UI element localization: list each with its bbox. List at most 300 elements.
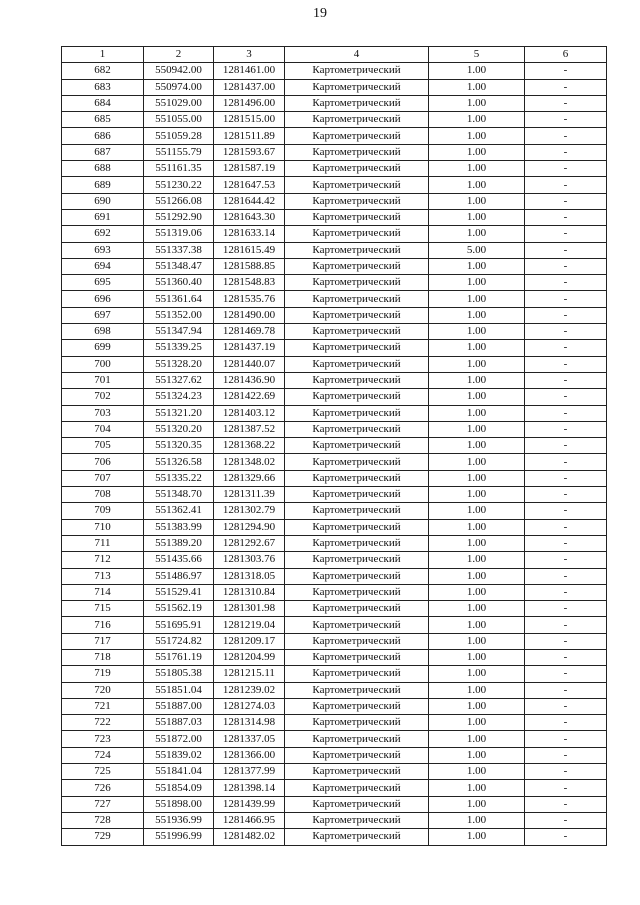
accuracy-cell: 1.00 (429, 340, 525, 356)
accuracy-cell: 1.00 (429, 812, 525, 828)
description-cell: - (525, 568, 607, 584)
column-header: 1 (62, 47, 144, 63)
x-coordinate-cell: 551055.00 (144, 112, 214, 128)
table-row (62, 747, 607, 763)
accuracy-cell: 1.00 (429, 503, 525, 519)
table-row (62, 503, 607, 519)
column-header: 6 (525, 47, 607, 63)
point-number-cell: 722 (62, 715, 144, 731)
description-cell: - (525, 535, 607, 551)
method-cell: Картометрический (285, 193, 429, 209)
y-coordinate-cell: 1281466.95 (214, 812, 285, 828)
y-coordinate-cell: 1281461.00 (214, 63, 285, 79)
x-coordinate-cell: 551335.22 (144, 470, 214, 486)
point-number-cell: 702 (62, 389, 144, 405)
point-number-cell: 687 (62, 144, 144, 160)
description-cell: - (525, 682, 607, 698)
description-cell: - (525, 356, 607, 372)
description-cell: - (525, 405, 607, 421)
description-cell: - (525, 177, 607, 193)
table-row (62, 193, 607, 209)
method-cell: Картометрический (285, 617, 429, 633)
y-coordinate-cell: 1281548.83 (214, 275, 285, 291)
description-cell: - (525, 601, 607, 617)
description-cell: - (525, 161, 607, 177)
x-coordinate-cell: 551161.35 (144, 161, 214, 177)
accuracy-cell: 1.00 (429, 356, 525, 372)
point-number-cell: 721 (62, 698, 144, 714)
method-cell: Картометрический (285, 112, 429, 128)
accuracy-cell: 1.00 (429, 95, 525, 111)
point-number-cell: 713 (62, 568, 144, 584)
accuracy-cell: 1.00 (429, 649, 525, 665)
point-number-cell: 715 (62, 601, 144, 617)
description-cell: - (525, 258, 607, 274)
y-coordinate-cell: 1281643.30 (214, 209, 285, 225)
y-coordinate-cell: 1281215.11 (214, 666, 285, 682)
accuracy-cell: 1.00 (429, 731, 525, 747)
table-row (62, 617, 607, 633)
table-row (62, 356, 607, 372)
description-cell: - (525, 324, 607, 340)
table-row (62, 487, 607, 503)
table-row (62, 242, 607, 258)
method-cell: Картометрический (285, 601, 429, 617)
y-coordinate-cell: 1281368.22 (214, 438, 285, 454)
y-coordinate-cell: 1281301.98 (214, 601, 285, 617)
y-coordinate-cell: 1281615.49 (214, 242, 285, 258)
x-coordinate-cell: 551839.02 (144, 747, 214, 763)
accuracy-cell: 1.00 (429, 161, 525, 177)
table-row (62, 715, 607, 731)
accuracy-cell: 1.00 (429, 144, 525, 160)
method-cell: Картометрический (285, 487, 429, 503)
accuracy-cell: 5.00 (429, 242, 525, 258)
description-cell: - (525, 372, 607, 388)
description-cell: - (525, 79, 607, 95)
y-coordinate-cell: 1281440.07 (214, 356, 285, 372)
x-coordinate-cell: 551486.97 (144, 568, 214, 584)
description-cell: - (525, 649, 607, 665)
y-coordinate-cell: 1281239.02 (214, 682, 285, 698)
y-coordinate-cell: 1281274.03 (214, 698, 285, 714)
y-coordinate-cell: 1281588.85 (214, 258, 285, 274)
coordinates-table (61, 46, 607, 846)
method-cell: Картометрический (285, 666, 429, 682)
method-cell: Картометрический (285, 812, 429, 828)
accuracy-cell: 1.00 (429, 405, 525, 421)
x-coordinate-cell: 551435.66 (144, 552, 214, 568)
accuracy-cell: 1.00 (429, 454, 525, 470)
table-row (62, 389, 607, 405)
y-coordinate-cell: 1281482.02 (214, 829, 285, 845)
table-row (62, 226, 607, 242)
accuracy-cell: 1.00 (429, 764, 525, 780)
method-cell: Картометрический (285, 95, 429, 111)
accuracy-cell: 1.00 (429, 715, 525, 731)
column-header: 2 (144, 47, 214, 63)
accuracy-cell: 1.00 (429, 63, 525, 79)
y-coordinate-cell: 1281439.99 (214, 796, 285, 812)
method-cell: Картометрический (285, 633, 429, 649)
table-row (62, 144, 607, 160)
point-number-cell: 682 (62, 63, 144, 79)
point-number-cell: 716 (62, 617, 144, 633)
x-coordinate-cell: 551328.20 (144, 356, 214, 372)
y-coordinate-cell: 1281377.99 (214, 764, 285, 780)
x-coordinate-cell: 551327.62 (144, 372, 214, 388)
y-coordinate-cell: 1281314.98 (214, 715, 285, 731)
description-cell: - (525, 95, 607, 111)
x-coordinate-cell: 551805.38 (144, 666, 214, 682)
y-coordinate-cell: 1281647.53 (214, 177, 285, 193)
table-row (62, 340, 607, 356)
accuracy-cell: 1.00 (429, 177, 525, 193)
method-cell: Картометрический (285, 829, 429, 845)
x-coordinate-cell: 551724.82 (144, 633, 214, 649)
table-row (62, 649, 607, 665)
accuracy-cell: 1.00 (429, 226, 525, 242)
point-number-cell: 699 (62, 340, 144, 356)
point-number-cell: 718 (62, 649, 144, 665)
description-cell: - (525, 780, 607, 796)
table-row (62, 112, 607, 128)
method-cell: Картометрический (285, 454, 429, 470)
accuracy-cell: 1.00 (429, 747, 525, 763)
x-coordinate-cell: 551389.20 (144, 535, 214, 551)
x-coordinate-cell: 551348.47 (144, 258, 214, 274)
table-row (62, 95, 607, 111)
accuracy-cell: 1.00 (429, 112, 525, 128)
description-cell: - (525, 503, 607, 519)
accuracy-cell: 1.00 (429, 633, 525, 649)
x-coordinate-cell: 551996.99 (144, 829, 214, 845)
x-coordinate-cell: 551761.19 (144, 649, 214, 665)
table-row (62, 161, 607, 177)
method-cell: Картометрический (285, 324, 429, 340)
accuracy-cell: 1.00 (429, 79, 525, 95)
point-number-cell: 720 (62, 682, 144, 698)
x-coordinate-cell: 551361.64 (144, 291, 214, 307)
x-coordinate-cell: 551266.08 (144, 193, 214, 209)
y-coordinate-cell: 1281318.05 (214, 568, 285, 584)
point-number-cell: 724 (62, 747, 144, 763)
x-coordinate-cell: 551362.41 (144, 503, 214, 519)
point-number-cell: 726 (62, 780, 144, 796)
y-coordinate-cell: 1281204.99 (214, 649, 285, 665)
accuracy-cell: 1.00 (429, 780, 525, 796)
accuracy-cell: 1.00 (429, 584, 525, 600)
point-number-cell: 727 (62, 796, 144, 812)
table-row (62, 666, 607, 682)
description-cell: - (525, 112, 607, 128)
description-cell: - (525, 731, 607, 747)
y-coordinate-cell: 1281387.52 (214, 421, 285, 437)
table-row (62, 324, 607, 340)
point-number-cell: 705 (62, 438, 144, 454)
accuracy-cell: 1.00 (429, 307, 525, 323)
accuracy-cell: 1.00 (429, 470, 525, 486)
accuracy-cell: 1.00 (429, 535, 525, 551)
point-number-cell: 712 (62, 552, 144, 568)
y-coordinate-cell: 1281302.79 (214, 503, 285, 519)
method-cell: Картометрический (285, 242, 429, 258)
x-coordinate-cell: 551319.06 (144, 226, 214, 242)
table-row (62, 291, 607, 307)
y-coordinate-cell: 1281292.67 (214, 535, 285, 551)
x-coordinate-cell: 551339.25 (144, 340, 214, 356)
y-coordinate-cell: 1281294.90 (214, 519, 285, 535)
x-coordinate-cell: 551383.99 (144, 519, 214, 535)
method-cell: Картометрический (285, 209, 429, 225)
x-coordinate-cell: 551936.99 (144, 812, 214, 828)
accuracy-cell: 1.00 (429, 438, 525, 454)
method-cell: Картометрический (285, 291, 429, 307)
table-row (62, 405, 607, 421)
y-coordinate-cell: 1281337.05 (214, 731, 285, 747)
description-cell: - (525, 275, 607, 291)
accuracy-cell: 1.00 (429, 487, 525, 503)
table-row (62, 372, 607, 388)
accuracy-cell: 1.00 (429, 421, 525, 437)
description-cell: - (525, 291, 607, 307)
x-coordinate-cell: 551155.79 (144, 144, 214, 160)
table-row (62, 682, 607, 698)
accuracy-cell: 1.00 (429, 209, 525, 225)
y-coordinate-cell: 1281436.90 (214, 372, 285, 388)
point-number-cell: 691 (62, 209, 144, 225)
x-coordinate-cell: 551326.58 (144, 454, 214, 470)
description-cell: - (525, 584, 607, 600)
method-cell: Картометрический (285, 405, 429, 421)
method-cell: Картометрический (285, 796, 429, 812)
point-number-cell: 698 (62, 324, 144, 340)
method-cell: Картометрический (285, 356, 429, 372)
point-number-cell: 717 (62, 633, 144, 649)
x-coordinate-cell: 551360.40 (144, 275, 214, 291)
table-row (62, 698, 607, 714)
accuracy-cell: 1.00 (429, 552, 525, 568)
y-coordinate-cell: 1281422.69 (214, 389, 285, 405)
method-cell: Картометрический (285, 503, 429, 519)
point-number-cell: 719 (62, 666, 144, 682)
table-row (62, 454, 607, 470)
table-row (62, 258, 607, 274)
x-coordinate-cell: 551872.00 (144, 731, 214, 747)
point-number-cell: 706 (62, 454, 144, 470)
x-coordinate-cell: 551059.28 (144, 128, 214, 144)
point-number-cell: 692 (62, 226, 144, 242)
table-row (62, 275, 607, 291)
description-cell: - (525, 242, 607, 258)
column-header: 4 (285, 47, 429, 63)
accuracy-cell: 1.00 (429, 275, 525, 291)
y-coordinate-cell: 1281437.00 (214, 79, 285, 95)
x-coordinate-cell: 551562.19 (144, 601, 214, 617)
method-cell: Картометрический (285, 715, 429, 731)
method-cell: Картометрический (285, 258, 429, 274)
description-cell: - (525, 552, 607, 568)
point-number-cell: 696 (62, 291, 144, 307)
point-number-cell: 703 (62, 405, 144, 421)
point-number-cell: 725 (62, 764, 144, 780)
column-header: 5 (429, 47, 525, 63)
method-cell: Картометрический (285, 389, 429, 405)
description-cell: - (525, 144, 607, 160)
y-coordinate-cell: 1281633.14 (214, 226, 285, 242)
table-header-row (62, 47, 607, 63)
accuracy-cell: 1.00 (429, 291, 525, 307)
table-row (62, 601, 607, 617)
description-cell: - (525, 226, 607, 242)
x-coordinate-cell: 551337.38 (144, 242, 214, 258)
method-cell: Картометрический (285, 519, 429, 535)
x-coordinate-cell: 551898.00 (144, 796, 214, 812)
description-cell: - (525, 340, 607, 356)
table-row (62, 552, 607, 568)
method-cell: Картометрический (285, 438, 429, 454)
description-cell: - (525, 633, 607, 649)
point-number-cell: 723 (62, 731, 144, 747)
table-row (62, 633, 607, 649)
method-cell: Картометрический (285, 747, 429, 763)
point-number-cell: 707 (62, 470, 144, 486)
y-coordinate-cell: 1281587.19 (214, 161, 285, 177)
method-cell: Картометрический (285, 63, 429, 79)
method-cell: Картометрический (285, 340, 429, 356)
point-number-cell: 709 (62, 503, 144, 519)
x-coordinate-cell: 551320.35 (144, 438, 214, 454)
method-cell: Картометрический (285, 535, 429, 551)
description-cell: - (525, 715, 607, 731)
point-number-cell: 684 (62, 95, 144, 111)
method-cell: Картометрический (285, 780, 429, 796)
y-coordinate-cell: 1281490.00 (214, 307, 285, 323)
x-coordinate-cell: 551348.70 (144, 487, 214, 503)
point-number-cell: 701 (62, 372, 144, 388)
point-number-cell: 714 (62, 584, 144, 600)
description-cell: - (525, 421, 607, 437)
method-cell: Картометрический (285, 649, 429, 665)
method-cell: Картометрический (285, 226, 429, 242)
x-coordinate-cell: 550974.00 (144, 79, 214, 95)
accuracy-cell: 1.00 (429, 601, 525, 617)
table-row (62, 438, 607, 454)
description-cell: - (525, 666, 607, 682)
point-number-cell: 686 (62, 128, 144, 144)
description-cell: - (525, 389, 607, 405)
point-number-cell: 704 (62, 421, 144, 437)
y-coordinate-cell: 1281348.02 (214, 454, 285, 470)
x-coordinate-cell: 551841.04 (144, 764, 214, 780)
accuracy-cell: 1.00 (429, 324, 525, 340)
accuracy-cell: 1.00 (429, 682, 525, 698)
accuracy-cell: 1.00 (429, 519, 525, 535)
method-cell: Картометрический (285, 568, 429, 584)
accuracy-cell: 1.00 (429, 128, 525, 144)
point-number-cell: 708 (62, 487, 144, 503)
accuracy-cell: 1.00 (429, 617, 525, 633)
description-cell: - (525, 487, 607, 503)
x-coordinate-cell: 551320.20 (144, 421, 214, 437)
method-cell: Картометрический (285, 470, 429, 486)
x-coordinate-cell: 551324.23 (144, 389, 214, 405)
description-cell: - (525, 63, 607, 79)
method-cell: Картометрический (285, 177, 429, 193)
point-number-cell: 695 (62, 275, 144, 291)
table-body (62, 63, 607, 845)
x-coordinate-cell: 551695.91 (144, 617, 214, 633)
table-row (62, 780, 607, 796)
point-number-cell: 689 (62, 177, 144, 193)
description-cell: - (525, 193, 607, 209)
table-row (62, 764, 607, 780)
description-cell: - (525, 438, 607, 454)
point-number-cell: 690 (62, 193, 144, 209)
description-cell: - (525, 128, 607, 144)
accuracy-cell: 1.00 (429, 258, 525, 274)
point-number-cell: 683 (62, 79, 144, 95)
accuracy-cell: 1.00 (429, 829, 525, 845)
y-coordinate-cell: 1281403.12 (214, 405, 285, 421)
table-row (62, 209, 607, 225)
table-row (62, 470, 607, 486)
point-number-cell: 700 (62, 356, 144, 372)
point-number-cell: 711 (62, 535, 144, 551)
description-cell: - (525, 829, 607, 845)
point-number-cell: 728 (62, 812, 144, 828)
y-coordinate-cell: 1281310.84 (214, 584, 285, 600)
page-number: 19 (313, 6, 327, 21)
table-row (62, 829, 607, 845)
point-number-cell: 693 (62, 242, 144, 258)
accuracy-cell: 1.00 (429, 372, 525, 388)
description-cell: - (525, 617, 607, 633)
x-coordinate-cell: 551029.00 (144, 95, 214, 111)
accuracy-cell: 1.00 (429, 666, 525, 682)
y-coordinate-cell: 1281219.04 (214, 617, 285, 633)
accuracy-cell: 1.00 (429, 796, 525, 812)
x-coordinate-cell: 551854.09 (144, 780, 214, 796)
y-coordinate-cell: 1281437.19 (214, 340, 285, 356)
description-cell: - (525, 764, 607, 780)
method-cell: Картометрический (285, 584, 429, 600)
y-coordinate-cell: 1281535.76 (214, 291, 285, 307)
x-coordinate-cell: 551347.94 (144, 324, 214, 340)
description-cell: - (525, 747, 607, 763)
method-cell: Картометрический (285, 698, 429, 714)
x-coordinate-cell: 551230.22 (144, 177, 214, 193)
y-coordinate-cell: 1281644.42 (214, 193, 285, 209)
x-coordinate-cell: 551321.20 (144, 405, 214, 421)
y-coordinate-cell: 1281329.66 (214, 470, 285, 486)
y-coordinate-cell: 1281593.67 (214, 144, 285, 160)
method-cell: Картометрический (285, 307, 429, 323)
description-cell: - (525, 519, 607, 535)
accuracy-cell: 1.00 (429, 389, 525, 405)
description-cell: - (525, 454, 607, 470)
x-coordinate-cell: 551352.00 (144, 307, 214, 323)
y-coordinate-cell: 1281398.14 (214, 780, 285, 796)
x-coordinate-cell: 551887.00 (144, 698, 214, 714)
x-coordinate-cell: 551529.41 (144, 584, 214, 600)
description-cell: - (525, 307, 607, 323)
description-cell: - (525, 470, 607, 486)
x-coordinate-cell: 551292.90 (144, 209, 214, 225)
method-cell: Картометрический (285, 79, 429, 95)
method-cell: Картометрический (285, 275, 429, 291)
x-coordinate-cell: 550942.00 (144, 63, 214, 79)
